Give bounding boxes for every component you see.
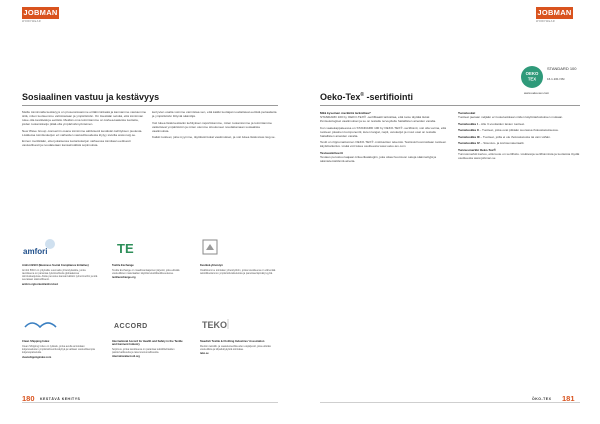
oeko-tex-logo-icon <box>520 65 544 89</box>
brand-tagline: WORKWEAR <box>536 20 556 23</box>
paragraph: Tuoteluokat Tuotteet jaetaan neljään eri tuoteluokkaan niiden käyttötarkoituksen mukaan. <box>458 111 564 119</box>
brand-logo: JOBMAN <box>537 8 572 17</box>
footer-rule <box>320 402 580 403</box>
paragraph: Testit on riippumattomien OEKO-TEX® -instituuttien tekemiä. Testissä huomioidaan tuotteen käyttötarkoitus. Lisää voit lukea osoitteesta www.oeko-tex.com <box>320 140 447 149</box>
paragraph: Kun vaatekappaleessa on STANDARD 100 by OEKO-TEX® -sertifiointi, voit olla varma, että tuotteen jokainen komponentti, kuten langat, napit, vetoketjut ja muut osat on testattu haitallisten aineiden varalta. <box>320 125 447 138</box>
paragraph: Tunnusmerkki Oeko-Tex® Tunnusmerkki kertoo, että tuote on sertifioitu. Lisätietoja sertifioinnista ja tuotteista löydät osoitteesta www.jobman.se <box>458 147 580 160</box>
paragraph: Tuoteluokka I – Alle 3-vuotiaiden lasten tuotteet. <box>458 121 526 126</box>
page-title: Oeko-Tex® -sertifiointi <box>320 92 414 102</box>
paragraph: Kaikki tuotteet, joita myymme, täyttävät tiukat vaatimukset, ja voit lukea lisää www.nwg.se. <box>152 135 276 140</box>
paragraph: New Wave Group -konsernin osana toimimme aktiivisesti kestävän kehityksen puolesta. Lisätietoa toimitusketjun eri vaiheiden vastuullisuudesta löytyy sivuilta www.nwg.se. <box>22 128 143 137</box>
footer-section: KESTÄVÄ KEHITYS <box>40 397 81 401</box>
paragraph: Tuoteluokka II – Tuotteet, jotka ovat pitkään suorassa ihokosketuksessa. <box>458 128 559 133</box>
paragraph: Ennen merkkiään, ettei jokaisessa tuotantoketjun vaiheessa toimitaan eettisesti vastuullisesti ja noudatetaan kansainvälisiä sopimuksia. <box>22 139 131 148</box>
paragraph: kertyvien osalta voimme varmistaa sen, että kaikki tuottajat noudattavat eettisiä periaatteita ja ympäristöön liittyviä sääntöjä. <box>152 110 277 118</box>
teko-logo-icon <box>200 313 250 335</box>
page-title: Sosiaalinen vastuu ja kestävyys <box>22 92 160 102</box>
sustainable-logo-icon <box>200 237 222 259</box>
cert-clean-shipping: Clean Shipping Index Clean Shipping Index on työkalu, jonka avulla arvioidaan kuljetusalusten ympäristösuorituskykyä ja valitaan vastuullisempia kuljetuspalveluita. cleanshippingindex.com <box>22 313 98 359</box>
title-rule <box>22 105 278 106</box>
paragraph: Testauskriteerit Testaus perustuu laajaan kriteerikatalogiin, joka ottaa huomioon satoja säänneltyjä ja sääntelemättömiä aineita. <box>320 150 437 163</box>
paragraph: Tuoteluokka III – Tuotteet, joilla ei ole ihokosketusta tai vain vähän. <box>458 134 551 139</box>
footer-rule <box>22 402 278 403</box>
brand-tagline: WORKWEAR <box>22 20 42 23</box>
clean-shipping-logo-icon <box>22 313 62 335</box>
amfori-logo-icon <box>22 237 62 259</box>
oeko-tex-badge <box>520 63 580 103</box>
paragraph: Meille toiminnalla kestävyys on prosessissamme erittäin tärkeää ja kannamme vastuumme siitä, miten tuotteemme valmistetaan ja ympäristöön. On itsestään selvää, että toiminnan tulee olla kestävää ja eettistä. Meidän oma toimintamme on korkea-laatuisia tuotteita, joiden tuotantoketju pitää olla ympäristömyönteinen. <box>22 110 147 126</box>
paragraph: Voit lukea lisää kestävän kehityksen raportistamme, miten tuotantomme ja toimintamme vaikuttavat ympäristöön ja miten olemme sitoutuneet noudattamaan sosiaalisia vaatimuksia. <box>152 120 273 133</box>
cert-textile-exchange: TE Textile Exchange Textile Exchange on maailmanlaajuinen järjestö, joka edistää vastuullisten materiaalien käyttöä tekstiiliteollisuudessa. textileexchange.org <box>112 237 188 279</box>
accord-logo-icon <box>112 313 162 335</box>
svg-text:TEKO: TEKO <box>202 320 228 330</box>
cert-amfori: amfori Amfori BSCI (Business Social Compliance Initiative) Amfori BSCI on yrityksille suunnattu yhteistyöaloite, jonka tavoitteena on parantaa työolosuhteita globaaleissa toimitusketjuissa. Aloite perustuu kansainvälisiin työnormeihin ja sitä seurataan säännöllisesti. amfori.org/content/amfori-bsci <box>22 237 98 286</box>
right-page <box>300 0 600 424</box>
left-column-1 <box>22 110 147 150</box>
cert-teko: TEKO Swedish Textile & Clothing Industries' Association Ruotsin tekstiili- ja vaatetusteollisuuden etujärjestö, joka edistää vastuullista ja kilpailukykyistä toimialaa. teko.se <box>200 313 276 355</box>
svg-text:OEKO: OEKO <box>525 71 539 76</box>
right-column-2 <box>458 110 580 163</box>
brand-logo: JOBMAN <box>23 8 58 17</box>
oeko-code: 16.1.161 NSI <box>547 77 565 81</box>
footer-section: ÖKO-TEX <box>532 397 552 401</box>
right-column-1 <box>320 110 448 165</box>
svg-text:ACCORD: ACCORD <box>114 323 148 330</box>
textile-exchange-logo-icon <box>112 237 142 259</box>
left-column-2 <box>152 110 277 142</box>
svg-text:TEX: TEX <box>527 76 537 82</box>
cert-accord: ACCORD International Accord for Health and Safety in the Textile and Garment Industry Sopimus, jonka tavoitteena on parantaa tekstiilitehtaiden paloturvallisuutta ja rakennusturvallisuutta. internationalaccord.org <box>112 313 188 358</box>
paragraph: Tuoteluokka IV – Sisustus- ja koristemateriaalit. <box>458 141 525 146</box>
cert-sustainable: Kestävä yhteistyö Osallistumme toimialan yhteistyöhön, jonka tavoitteena on vähentää tekstiilituotannon ympäristövaikutuksia ja parantaa läpinäkyvyyttä. <box>200 237 276 275</box>
svg-text:TE: TE <box>117 241 134 256</box>
page-number: 180 <box>22 394 35 403</box>
title-rule <box>320 105 580 106</box>
page-number: 181 <box>562 394 575 403</box>
paragraph: Mitä kyseinen merkintä tarkoittaa? STANDARD 100 by OEKO-TEX® -sertifikaatti tarkoittaa, että tuote täyttää tiukat ihmisekologiset vaatimukset ja se on testattu terveydelle haitallisten aineiden varalta. <box>320 111 437 123</box>
svg-text:amfori: amfori <box>23 247 48 256</box>
oeko-site[interactable]: www.oeko-tex.com <box>524 91 550 95</box>
oeko-standard: STANDARD 100 <box>547 66 577 71</box>
